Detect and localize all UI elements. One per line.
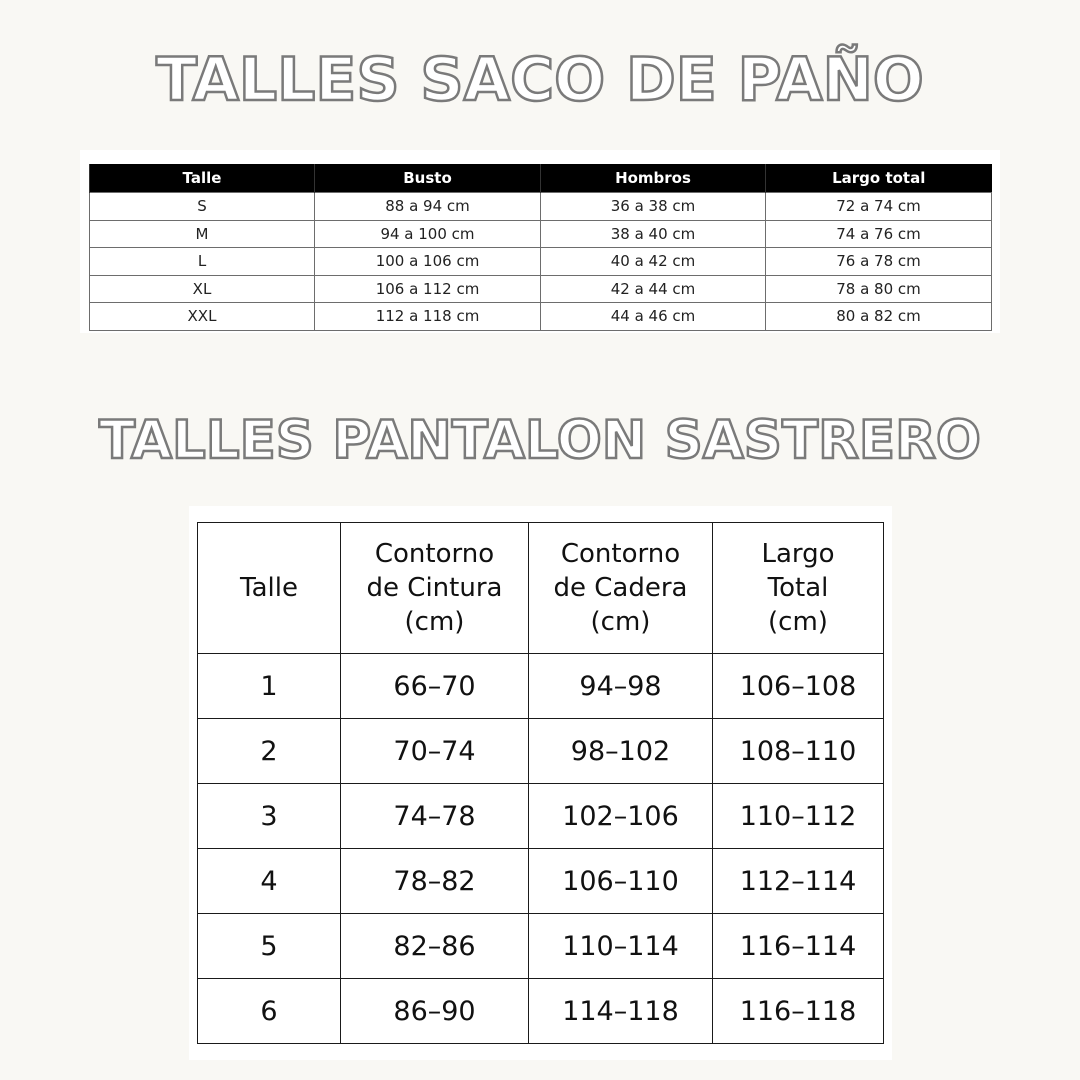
saco-header-cell: Largo total <box>766 164 992 193</box>
table-cell: 3 <box>198 784 341 849</box>
saco-header-cell: Hombros <box>541 164 766 193</box>
header-line: Talle <box>240 573 298 603</box>
saco-header-row <box>90 164 992 193</box>
table-cell: 6 <box>198 979 341 1044</box>
pantalon-header-cell <box>341 523 529 654</box>
table-row <box>198 849 884 914</box>
table-cell: 74–78 <box>341 784 529 849</box>
table-cell: 42 a 44 cm <box>541 275 766 303</box>
table-cell: 38 a 40 cm <box>541 220 766 248</box>
table-row <box>90 303 992 331</box>
table-cell: XXL <box>90 303 315 331</box>
table-cell: 78 a 80 cm <box>766 275 992 303</box>
pantalon-title: TALLES PANTALON SASTRERO <box>99 410 981 471</box>
table-row <box>198 914 884 979</box>
table-cell: 78–82 <box>341 849 529 914</box>
saco-size-table <box>89 164 992 331</box>
table-cell: 36 a 38 cm <box>541 193 766 221</box>
table-cell: 112 a 118 cm <box>315 303 541 331</box>
header-line: Contorno <box>374 539 495 569</box>
table-row <box>198 979 884 1044</box>
header-line: (cm) <box>768 607 828 637</box>
table-row <box>198 784 884 849</box>
header-line: de Cadera <box>553 573 688 603</box>
table-cell: 82–86 <box>341 914 529 979</box>
table-cell: 116–118 <box>713 979 884 1044</box>
table-cell: 70–74 <box>341 719 529 784</box>
header-line: Total <box>767 573 829 603</box>
table-cell: 86–90 <box>341 979 529 1044</box>
table-cell: 2 <box>198 719 341 784</box>
table-row <box>90 248 992 276</box>
table-cell: 106–110 <box>529 849 713 914</box>
table-cell: 102–106 <box>529 784 713 849</box>
table-row <box>90 193 992 221</box>
header-line: Contorno <box>560 539 681 569</box>
table-cell: 112–114 <box>713 849 884 914</box>
table-row <box>90 275 992 303</box>
saco-size-panel <box>80 150 1000 333</box>
table-row <box>198 719 884 784</box>
table-cell: 5 <box>198 914 341 979</box>
table-cell: 72 a 74 cm <box>766 193 992 221</box>
table-cell: 110–114 <box>529 914 713 979</box>
table-cell: L <box>90 248 315 276</box>
table-cell: M <box>90 220 315 248</box>
saco-header-cell: Talle <box>90 164 315 193</box>
saco-header-cell: Busto <box>315 164 541 193</box>
table-row <box>198 654 884 719</box>
table-cell: 44 a 46 cm <box>541 303 766 331</box>
table-cell: 98–102 <box>529 719 713 784</box>
table-cell: 100 a 106 cm <box>315 248 541 276</box>
table-cell: 106 a 112 cm <box>315 275 541 303</box>
table-cell: 110–112 <box>713 784 884 849</box>
header-line: de Cintura <box>366 573 503 603</box>
table-cell: 108–110 <box>713 719 884 784</box>
table-cell: 1 <box>198 654 341 719</box>
header-line: Largo <box>761 539 835 569</box>
pantalon-header-cell <box>713 523 884 654</box>
pantalon-header-row <box>198 523 884 654</box>
table-cell: 94 a 100 cm <box>315 220 541 248</box>
table-cell: XL <box>90 275 315 303</box>
table-cell: 106–108 <box>713 654 884 719</box>
header-line: (cm) <box>404 607 465 637</box>
table-cell: 88 a 94 cm <box>315 193 541 221</box>
table-cell: 40 a 42 cm <box>541 248 766 276</box>
header-line: (cm) <box>590 607 651 637</box>
table-cell: 114–118 <box>529 979 713 1044</box>
table-cell: 80 a 82 cm <box>766 303 992 331</box>
table-row <box>90 220 992 248</box>
table-cell: S <box>90 193 315 221</box>
table-cell: 4 <box>198 849 341 914</box>
table-cell: 66–70 <box>341 654 529 719</box>
pantalon-header-cell <box>529 523 713 654</box>
saco-title: TALLES SACO DE PAÑO <box>156 45 924 115</box>
pantalon-header-cell <box>198 523 341 654</box>
pantalon-size-table <box>197 522 884 1044</box>
table-cell: 116–114 <box>713 914 884 979</box>
table-cell: 76 a 78 cm <box>766 248 992 276</box>
table-cell: 74 a 76 cm <box>766 220 992 248</box>
table-cell: 94–98 <box>529 654 713 719</box>
pantalon-size-panel <box>189 506 892 1060</box>
